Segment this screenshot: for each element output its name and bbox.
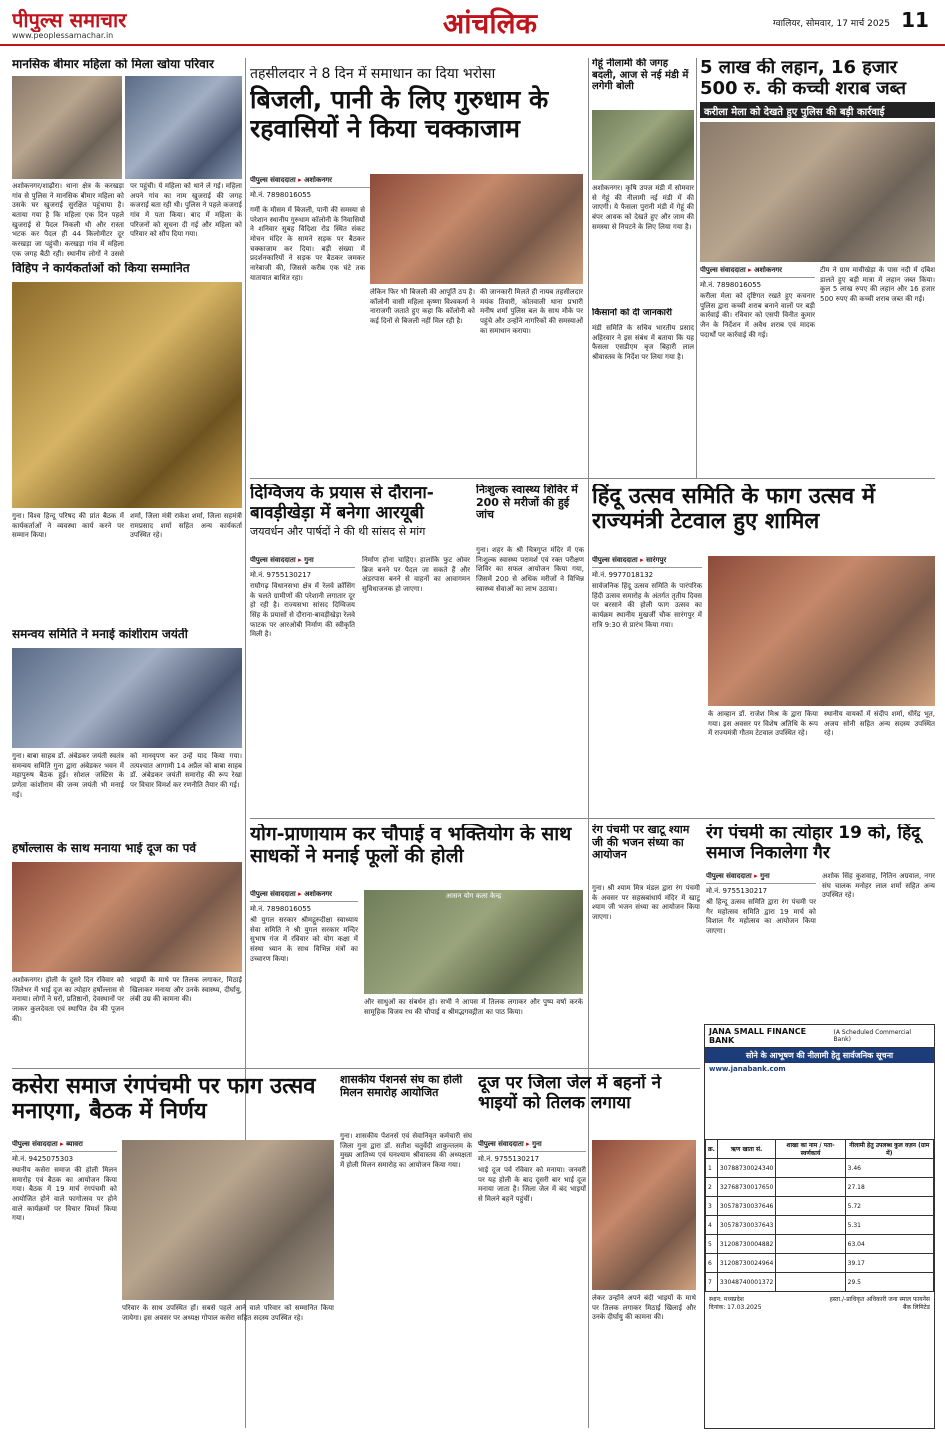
- kicker: तहसीलदार ने 8 दिन में समाधान का दिया भरोसा: [250, 66, 496, 82]
- bank-auction-notice: [704, 1024, 935, 1429]
- col-loan: ऋण खाता सं.: [717, 1140, 775, 1159]
- mobile: मो.नं. 7898016055: [250, 905, 312, 912]
- photo-phag: [708, 556, 935, 706]
- table-row: [706, 1254, 934, 1273]
- byline-name: पीपुल्स संवाददाता: [706, 872, 752, 880]
- story-rang-panchami: [706, 824, 935, 1020]
- story-text: सार्वजनिक हिंदू उत्सव समिति के पारंपरिक हिंदी उत्सव समारोह के अंतर्गत तृतीय दिवस पर बरसाने की होली फाग उत्सव का कार्यक्रम स्थानीय मुखर्जी चौक सारंगपुर में रात्रि 9:30 से प्रारंभ किया गया।: [592, 582, 702, 629]
- story-pensioners: [340, 1074, 472, 1429]
- story-text: गुना। शासकीय पेंशनर्स एवं सेवानिवृत कर्मचारी संघ जिला गुना द्वारा डॉ. सतीश चतुर्वेदी शाकुन्तलम के मुख्य आतिथ्य एवं घनश्याम श्रीवास्तव की अध्यक्षता में होली मिलन समारोह का आयोजन किया गया।: [340, 1132, 472, 1169]
- headline: निःशुल्क स्वास्थ्य शिविर में 200 से मरीजों की हुई जांच: [476, 484, 578, 522]
- kicker: जयवर्धन और पार्षदों ने की थी सांसद से मांग: [250, 525, 426, 539]
- story-text: अशोकनगर। होली के दूसरे दिन रविवार को जिलेभर में भाई दूज का त्योहार हर्षोल्लास से मनाया। लोगों ने घरों, प्रतिष्ठानों, देवस्थानों पर जाकर कुलदेवता एवं स्थापित देव की पूजन की।: [12, 976, 124, 1023]
- kicker: करीला मेला को देखते हुए पुलिस की बड़ी कार्रवाई: [700, 102, 935, 118]
- table-row: [706, 1273, 934, 1292]
- story-liquor-seizure: [700, 58, 935, 478]
- cell-loan: 31208730004882: [717, 1235, 775, 1254]
- story-text: शर्मा, जिला मंत्री राकेश शर्मा, जिला सहमंत्री रामप्रसाद शर्मा सहित अन्य कार्यकर्ता उपस्थित रहे।: [130, 512, 242, 540]
- photo-vhp: [12, 282, 242, 508]
- photo-yoga: [364, 890, 583, 994]
- story-text: स्थानीय वायकों में संदीप शर्मा, धीरेंद्र भूत, अजय सोनी सहित अन्य सदस्य उपस्थित रहे।: [824, 710, 935, 738]
- story-text: श्री हिन्दू उत्सव समिति द्वारा रंग पंचमी पर गैर महोत्सव समिति द्वारा 19 मार्च को विशाल गैर महोत्सव का आयोजन किया जाएगा।: [706, 898, 816, 935]
- byline-place: अशोकनगर: [304, 890, 333, 898]
- byline-name: पीपुल्स संवाददाता: [250, 556, 296, 564]
- cell-branch: [776, 1197, 845, 1216]
- col-sr: क्र.: [706, 1140, 718, 1159]
- byline: पीपुल्स संवाददाता ▸ ब्यावरा मो.नं. 9425075303: [12, 1140, 117, 1162]
- mobile: मो.नं. 7898016055: [700, 281, 762, 288]
- auction-table: [705, 1139, 934, 1292]
- notice-place: स्थान: मध्यप्रदेश: [709, 1296, 744, 1303]
- story-text: गुना। विश्व हिन्दू परिषद की प्रांत बैठक में कार्यकर्ताओं ने व्यवस्था कार्य करने पर सम्मान किया।: [12, 512, 124, 540]
- story-kasera-samaj: [12, 1074, 334, 1429]
- headline: हिंदू उत्सव समिति के फाग उत्सव में राज्यमंत्री टेटवाल हुए शामिल: [592, 484, 875, 535]
- byline-place: अशोकनगर: [754, 266, 783, 274]
- bank-name: JANA SMALL FINANCE BANK: [709, 1027, 807, 1045]
- story-text: भाइयों के माथे पर तिलक लगाकर, मिठाई खिलाकर मनाया और उनके स्वास्थ्य, दीर्घायु, लंबी उम्र की कामना की।: [130, 976, 242, 1004]
- cell-branch: [776, 1235, 845, 1254]
- story-missing-woman: [12, 58, 242, 258]
- cell-loan: 33048740001372: [717, 1273, 775, 1292]
- notice-signature: हस्ता./-प्राधिकृत अधिकारी जना स्माल फायनेंस बैंक लिमिटेड: [829, 1296, 930, 1311]
- photo-jail: [592, 1140, 696, 1290]
- story-text: अशोकनगर। कृषि उपज मंडी में सोमवार से गेहूं की नीलामी नई मंडी में की जाएगी। ये फैसला पुरानी मंडी में गेहूं की बंपर आवक को देखते हुए और जाम की समस्या से निपटने के लिए लिया गया है।: [592, 184, 694, 231]
- byline-place: सारंगपुर: [646, 556, 667, 564]
- col-weight: नीलामी हेतु उपलब्ध कुल वज़न (ग्राम में): [845, 1140, 933, 1159]
- byline: पीपुल्स संवाददाता ▸ गुना मो.नं. 9755130217: [478, 1140, 586, 1162]
- byline-name: पीपुल्स संवाददाता: [250, 176, 296, 184]
- byline: पीपुल्स संवाददाता ▸ अशोकनगर मो.नं. 7898016055: [700, 266, 815, 288]
- col-branch: शाखा का नाम / पता-स्वर्णकार्य: [776, 1140, 845, 1159]
- photo-kasera: [122, 1140, 334, 1300]
- byline-name: पीपुल्स संवाददाता: [12, 1140, 58, 1148]
- mobile: मो.नं. 9755130217: [478, 1155, 540, 1162]
- table-row: [706, 1216, 934, 1235]
- story-text: की जानकारी मिलते ही नायब तहसीलदार मयंक तिवारी, कोतवाली थाना प्रभारी मनीष शर्मा पुलिस बल के साथ मौके पर पहुंचे और उन्होंने नागरिकों की समस्याओं का समाधान कराया।: [480, 288, 583, 335]
- story-gurudham-protest: [250, 66, 583, 476]
- story-rob-approval: [250, 484, 470, 814]
- cell-weight: 29.5: [845, 1273, 933, 1292]
- cell-sr: 3: [706, 1197, 718, 1216]
- notice-website: [705, 1063, 934, 1139]
- cell-sr: 4: [706, 1216, 718, 1235]
- section-rule: [250, 478, 935, 479]
- story-text: टीम ने ग्राम मावीखेड़ा के पास नदी में दबिश डालते हुए बड़ी मात्रा में लहान जब्त किया। कुल 5 लाख रुपए की लहान और 16 हजार 500 रुपए की कच्ची शराब जब्त की गई।: [820, 266, 935, 303]
- page-number: 11: [901, 8, 929, 32]
- website-url[interactable]: www.peoplessamachar.in: [12, 31, 114, 40]
- byline-name: पीपुल्स संवाददाता: [250, 890, 296, 898]
- story-text: पर पहुंची। ये महिला को थाने ले गई। महिला अपने गांव का नाम खुजराई की जगह कजराई बता रही थी। पुलिस ने पहले कजराई गांव में पता किया। बाद में महिला के परिजनों को सूचना दी गई और महिला को परिवार को सौंप दिया गया।: [130, 182, 242, 239]
- byline: पीपुल्स संवाददाता ▸ गुना मो.नं. 9755130217: [250, 556, 355, 578]
- photo-bhai-dooj: [12, 862, 242, 972]
- cell-loan: 30788730024340: [717, 1159, 775, 1178]
- story-text: राघौगढ़ विधानसभा क्षेत्र में रेलवे क्रॉसिंग के चलते ग्रामीणों की परेशानी लगातार दूर हो रही है। राज्यसभा सांसद दिग्विजय सिंह के प्रयासों से दौराना-बावड़ीखेड़ा रेलवे फाटक पर आरओबी निर्माण की स्वीकृति मिली है।: [250, 582, 355, 639]
- section-rule: [250, 818, 935, 819]
- cell-branch: [776, 1178, 845, 1197]
- masthead: [0, 0, 945, 46]
- cell-loan: 32768730017650: [717, 1178, 775, 1197]
- photo-woman: [12, 76, 122, 179]
- cell-weight: 63.04: [845, 1235, 933, 1254]
- story-bhai-dooj: [12, 842, 242, 1064]
- story-text: गुना। बाबा साहब डॉ. अंबेडकर जयंती स्वतंत्र समन्वय समिति गुना द्वारा अंबेडकर भवन में महापुरुष बैठक हुई। सोशल जस्टिस के प्रणेता कांशीराम की जन्म जयंती भी मनाई गई।: [12, 752, 124, 799]
- cell-weight: 39.17: [845, 1254, 933, 1273]
- cell-branch: [776, 1254, 845, 1273]
- mobile: मो.नं. 7898016055: [250, 191, 312, 198]
- story-text: भाई दूज पर्व रविवार को मनाया। जनवरी पर यह होली के बाद दूसरी बार भाई दूज मनाया जाता है। जिला जेल में बंद भाइयों से मिलने बहनें पहुंचीं।: [478, 1166, 586, 1203]
- byline-name: पीपुल्स संवाददाता: [592, 556, 638, 564]
- cell-weight: 5.72: [845, 1197, 933, 1216]
- story-text: अशोक सिंह कुशवाह, नितिन अग्रवाल, नगर संघ चालक मनोहर लाल शर्मा सहित अन्य उपस्थित रहे।: [822, 872, 935, 900]
- headline: 5 लाख की लहान, 16 हजार 500 रु. की कच्ची शराब जब्त: [700, 58, 907, 99]
- byline-name: पीपुल्स संवाददाता: [478, 1140, 524, 1148]
- story-vhp-honour: [12, 262, 242, 622]
- notice-date: दिनांक: 17.03.2025: [709, 1304, 762, 1311]
- dateline: ग्वालियर, सोमवार, 17 मार्च 2025: [773, 19, 890, 29]
- story-phag-utsav: [592, 484, 935, 814]
- photo-police: [125, 76, 242, 179]
- photo-jayanti: [12, 648, 242, 748]
- cell-branch: [776, 1216, 845, 1235]
- story-text: परिवार के साथ उपस्थित हों। सबसे पहले आने वाले परिवार को सम्मानित किया जायेगा। इस अवसर पर अध्यक्ष गोपाल कसेरा सहित सदस्य उपस्थित रहे।: [122, 1304, 334, 1322]
- table-row: [706, 1197, 934, 1216]
- story-wheat-auction: [592, 58, 694, 478]
- byline: पीपुल्स संवाददाता ▸ सारंगपुर मो.नं. 9977018132: [592, 556, 702, 578]
- cell-loan: 31208730024964: [717, 1254, 775, 1273]
- photo-mandi: [592, 110, 694, 180]
- headline: शासकीय पेंशनर्स संघ का होली मिलन समारोह आयोजित: [340, 1074, 463, 1099]
- cell-sr: 5: [706, 1235, 718, 1254]
- story-text: लेकिन फिर भी बिजली की आपूर्ति ठप है। कॉलोनी वासी महिला कृष्णा विश्वकर्मा ने नाराजगी जताते हुए कहा कि कॉलोनी को कई दिनों से बिजली नहीं मिल रही है।: [370, 288, 475, 325]
- headline: दूज पर जिला जेल में बहनों ने भाइयों को तिलक लगाया: [478, 1074, 662, 1113]
- story-text: को मानवृपण कर उन्हें याद किया गया। तत्पश्चात आगामी 14 अप्रैल को बाबा साहब डॉ. अंबेडकर जयंती समारोह की रूप रेखा पर विचार विमर्श कर रणनीति तैयार की गई।: [130, 752, 242, 789]
- story-kanshiram-jayanti: [12, 628, 242, 838]
- headline: हर्षोल्लास के साथ मनाया भाई दूज का पर्व: [12, 842, 197, 855]
- cell-weight: 5.31: [845, 1216, 933, 1235]
- byline: पीपुल्स संवाददाता ▸ अशोकनगर मो.नं. 7898016055: [250, 176, 370, 198]
- table-row: [706, 1178, 934, 1197]
- section-rule: [12, 1068, 700, 1069]
- byline-place: गुना: [304, 556, 314, 564]
- byline-place: अशोकनगर: [304, 176, 333, 184]
- byline-place: ब्यावरा: [66, 1140, 83, 1148]
- newspaper-logo: पीपुल्स समाचार: [12, 8, 127, 32]
- mobile: मो.नं. 9425075303: [12, 1155, 74, 1162]
- story-khatu-shyam: [592, 824, 700, 1064]
- byline: पीपुल्स संवाददाता ▸ गुना मो.नं. 9755130217: [706, 872, 816, 894]
- story-text: स्थानीय कसेरा समाज की होली मिलन समारोह एवं बैठक का आयोजन किया गया। बैठक में 19 मार्च रंगपंचमी को आयोजित होने वाले फागोत्सव पर होने वाले कार्यक्रमों पर विचार विमर्श किया गया।: [12, 1166, 117, 1223]
- byline-name: पीपुल्स संवाददाता: [700, 266, 746, 274]
- photo-protest: [370, 174, 583, 284]
- image-caption: आसन योग कला केन्द्र: [445, 892, 502, 900]
- cell-loan: 30578730037643: [717, 1216, 775, 1235]
- table-row: [706, 1235, 934, 1254]
- section-title: आंचलिक: [442, 7, 538, 40]
- subhead: किसानों को दी जानकारी: [592, 308, 672, 318]
- story-text: गुना। शहर के श्री चित्रगुप्त मंदिर में एक निःशुल्क स्वास्थ्य परामर्श एवं रक्त परीक्षण शिविर का सफल आयोजन किया गया, जिसमें 200 से अधिक मरीजों ने विभिन्न स्वास्थ्य सेवाओं का लाभ उठाया।: [476, 546, 584, 593]
- bank-subtitle: (A Scheduled Commercial Bank): [833, 1029, 912, 1043]
- photo-seizure: [700, 122, 935, 262]
- mobile: मो.नं. 9977018132: [592, 571, 654, 578]
- cell-weight: 27.18: [845, 1178, 933, 1197]
- column-rule: [696, 58, 697, 478]
- story-text: गर्मी के मौसम में बिजली, पानी की समस्या से परेशान स्थानीय गुरुधाम कॉलोनी के निवासियों ने शनिवार सुबह विदिशा रोड स्थित संकट मोचन मंदिर के सामने सड़क पर बैठकर चक्काजाम कर दिया। बड़ी संख्या में प्रदर्शनकारियों ने सड़क पर बैठकर जमकर नारेबाजी की, जिससे करीब एक घंटे तक यातायात बाधित रहा।: [250, 206, 365, 282]
- mobile: मो.नं. 9755130217: [706, 887, 768, 894]
- cell-branch: [776, 1159, 845, 1178]
- cell-sr: 1: [706, 1159, 718, 1178]
- byline-place: गुना: [760, 872, 770, 880]
- cell-weight: 3.46: [845, 1159, 933, 1178]
- story-text: श्री युगल सरकार श्रीमद्गुरुदीक्षा स्वाध्याय सेवा समिति ने श्री युगल सरकार मन्दिर सुभाष गंज में रविवार को योग कक्षा में संस्था ध्यान के साथ विभिन्न मंत्रों का उच्चारण किया।: [250, 916, 358, 963]
- mobile: मो.नं. 9755130217: [250, 571, 312, 578]
- story-jail-tilak: [478, 1074, 696, 1429]
- story-text: के आव्हान डॉ. राजेश मिश्र के द्वारा किया गया। इस अवसर पर विशेष अतिथि के रूप में राज्यमंत्री गौतम टेटवाल उपस्थित रहे।: [708, 710, 818, 738]
- cell-sr: 7: [706, 1273, 718, 1292]
- story-text: लेकर उन्होंने अपने बंदी भाइयों के माथे पर तिलक लगाकर मिठाई खिलाई और उनके दीर्घायु की कामना की।: [592, 1294, 696, 1322]
- cell-sr: 6: [706, 1254, 718, 1273]
- notice-title: सोने के आभूषण की नीलामी हेतु सार्वजनिक सूचना: [705, 1048, 934, 1063]
- story-yoga-holi: [250, 824, 583, 1064]
- headline: रंग पंचमी पर खाटू श्याम जी की भजन संध्या का आयोजन: [592, 824, 690, 862]
- headline: बिजली, पानी के लिए गुरुधाम के रहवासियों ने किया चक्काजाम: [250, 85, 549, 143]
- story-text: करीला मेला को दृष्टिगत रखते हुए कचनार पुलिस द्वारा कच्ची शराब बनाने वालों पर बड़ी कार्रवाई की। रविवार को एसपी विनीत कुमार जैन के निर्देशन में अवैध शराब एवं मादक पदार्थों पर कार्रवाई की गई।: [700, 292, 815, 339]
- headline: योग-प्राणायाम कर चौपाई व भक्तियोग के साथ साधकों ने मनाई फूलों की होली: [250, 824, 572, 867]
- cell-loan: 30578730037646: [717, 1197, 775, 1216]
- cell-branch: [776, 1273, 845, 1292]
- headline: विहिप ने कार्यकर्ताओं को किया सम्मानित: [12, 262, 190, 275]
- cell-sr: 2: [706, 1178, 718, 1197]
- headline: कसेरा समाज रंगपंचमी पर फाग उत्सव मनाएगा, बैठक में निर्णय: [12, 1074, 316, 1125]
- headline: दिग्विजय के प्रयास से दौराना-बावड़ीखेड़ा में बनेगा आरयूबी: [250, 484, 434, 523]
- headline: गेहूं नीलामी की जगह बदली, आज से नई मंडी में लगेगी बोली: [592, 58, 689, 92]
- headline: रंग पंचमी का त्योहार 19 को, हिंदू समाज निकालेगा गैर: [706, 824, 921, 863]
- story-text: और साधुओं का संबर्धन हो। सभी ने आपस में तिलक लगाकर और पुष्प वर्षा करके सामूहिक विजय रथ की चौपाई व श्रीमद्भगवद्गीता का पाठ किया।: [364, 998, 583, 1016]
- story-health-camp: [476, 484, 584, 814]
- story-text: निर्माण होना चाहिए। हालांकि फुट ओवर ब्रिज बनने पर पैदल जा सकते हैं और अंडरपास बनने से वाहनों का आवागमन सुविधाजनक हो जाएगा।: [362, 556, 470, 593]
- website-link[interactable]: www.janabank.com: [709, 1065, 786, 1073]
- table-row: [706, 1159, 934, 1178]
- story-text: गुना। श्री श्याम मित्र मंडल द्वारा रंग पंचमी के अवसर पर सहस्रबांधार्य मंदिर में खाटू श्याम जी भजन संध्या का आयोजन किया जाएगा।: [592, 884, 700, 921]
- story-text: मंडी समिति के सचिव भारतीय प्रसाद अहिरवार ने इस संबंध में बताया कि यह फैसला एसडीएम बृज बिहारी लाल श्रीवास्तव के निर्देश पर लिया गया है।: [592, 324, 694, 361]
- byline: पीपुल्स संवाददाता ▸ अशोकनगर मो.नं. 7898016055: [250, 890, 358, 912]
- byline-place: गुना: [532, 1140, 542, 1148]
- story-text: अशोकनगर/शाढ़ौरा। थाना क्षेत्र के करखड़ा गांव से पुलिस ने मानसिक बीमार महिला को उसके घर खुजराई सुरक्षित पहुंचाया है। बताया गया है कि महिला एक दिन पहले खुजराई से पैदल निकली थी और रास्ता भटक कर पैदल ही 44 किलोमीटर दूर करखड़ा जा पहुंची। करखड़ा गांव में महिला एक जगह बैठी रही। स्थानीय लोगों ने उससे: [12, 182, 124, 258]
- headline: मानसिक बीमार महिला को मिला खोया परिवार: [12, 58, 214, 71]
- headline: समन्वय समिति ने मनाई कांशीराम जयंती: [12, 628, 188, 641]
